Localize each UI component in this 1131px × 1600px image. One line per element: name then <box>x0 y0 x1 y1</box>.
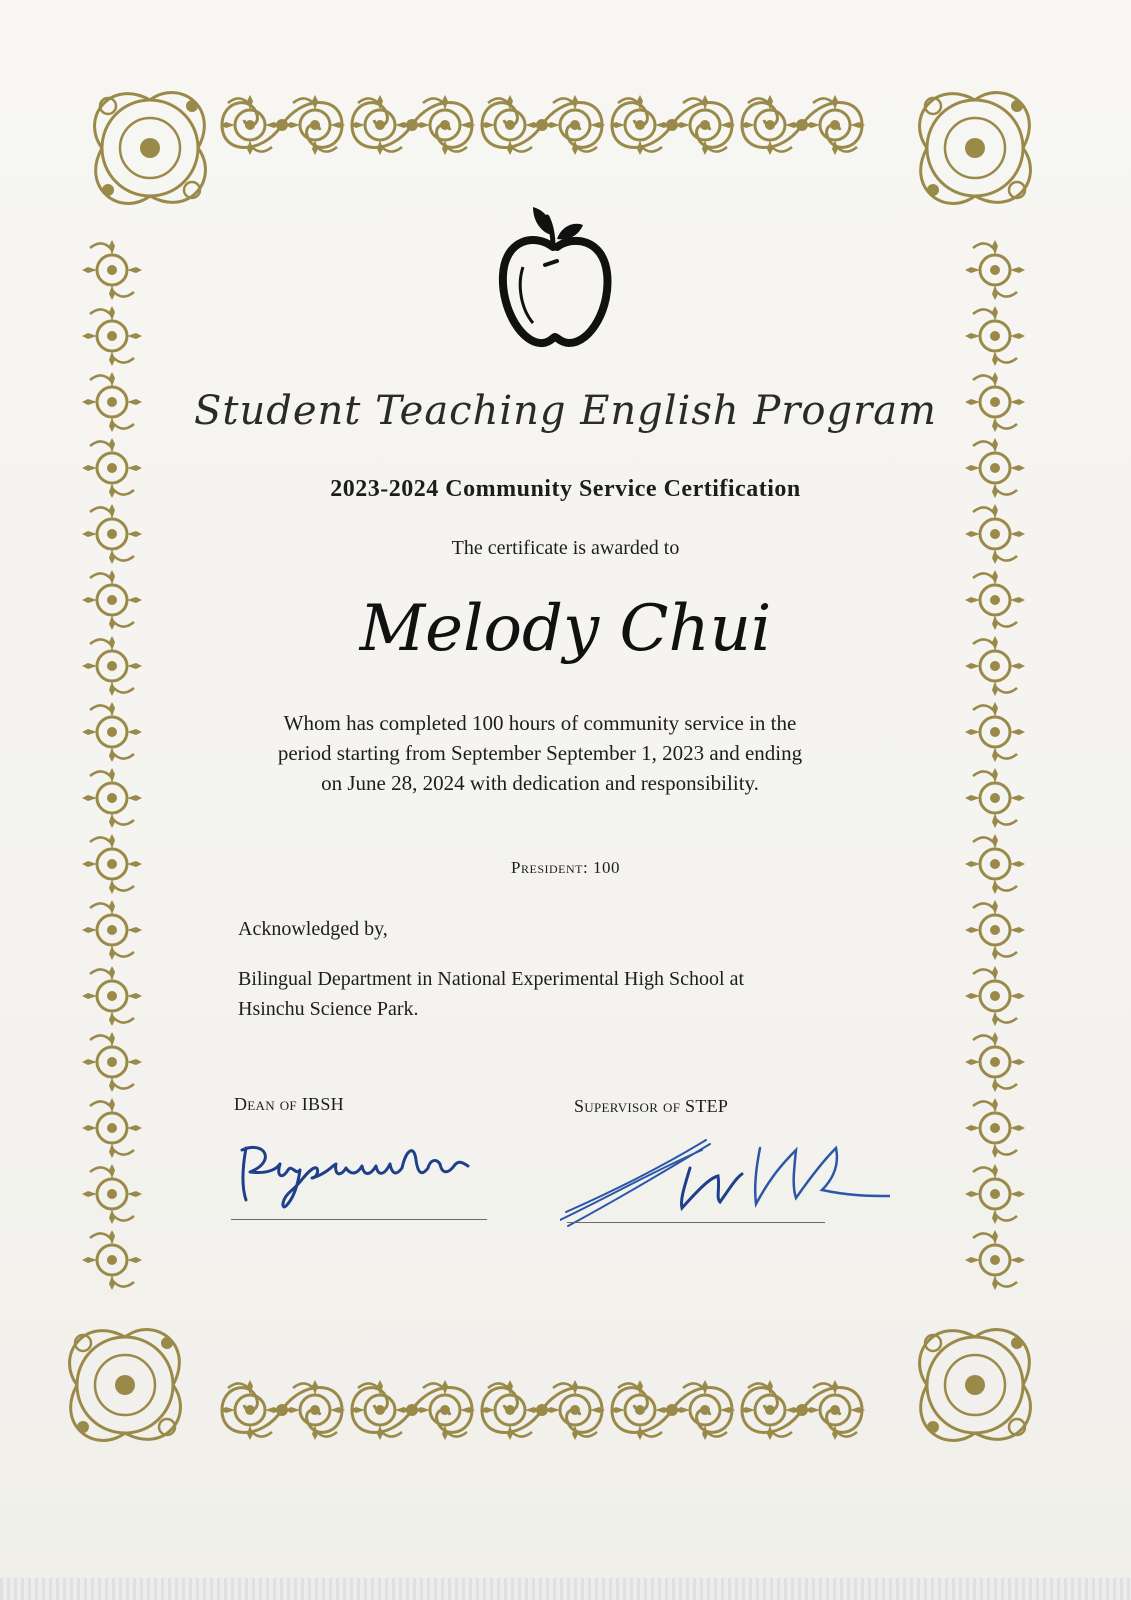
department-line: Bilingual Department in National Experimental High School at <box>238 968 744 990</box>
program-title: Student Teaching English Program <box>194 388 937 434</box>
sheet-protector-edge <box>0 1578 1131 1600</box>
department-text <box>238 964 838 1024</box>
president-line: President: 100 <box>511 858 620 877</box>
dean-signature-line <box>231 1219 487 1220</box>
awarded-to-label: The certificate is awarded to <box>451 537 680 559</box>
certificate-title: 2023-2024 Community Service Certification <box>330 476 801 502</box>
dean-signature <box>236 1140 476 1212</box>
body-line: Whom has completed 100 hours of community service in the <box>283 711 797 735</box>
supervisor-signature <box>560 1138 890 1234</box>
supervisor-signature-line <box>567 1222 825 1223</box>
dean-title: Dean of IBSH <box>234 1094 344 1114</box>
supervisor-title: Supervisor of STEP <box>574 1096 729 1116</box>
certificate-body <box>230 708 850 798</box>
body-line: period starting from September September 1, 2023 and ending <box>277 741 803 765</box>
recipient-name: Melody Chui <box>359 592 772 666</box>
apple-icon <box>495 205 615 355</box>
acknowledged-label: Acknowledged by, <box>238 918 388 940</box>
body-line: on June 28, 2024 with dedication and responsibility. <box>321 771 759 795</box>
department-line: Hsinchu Science Park. <box>238 998 419 1020</box>
